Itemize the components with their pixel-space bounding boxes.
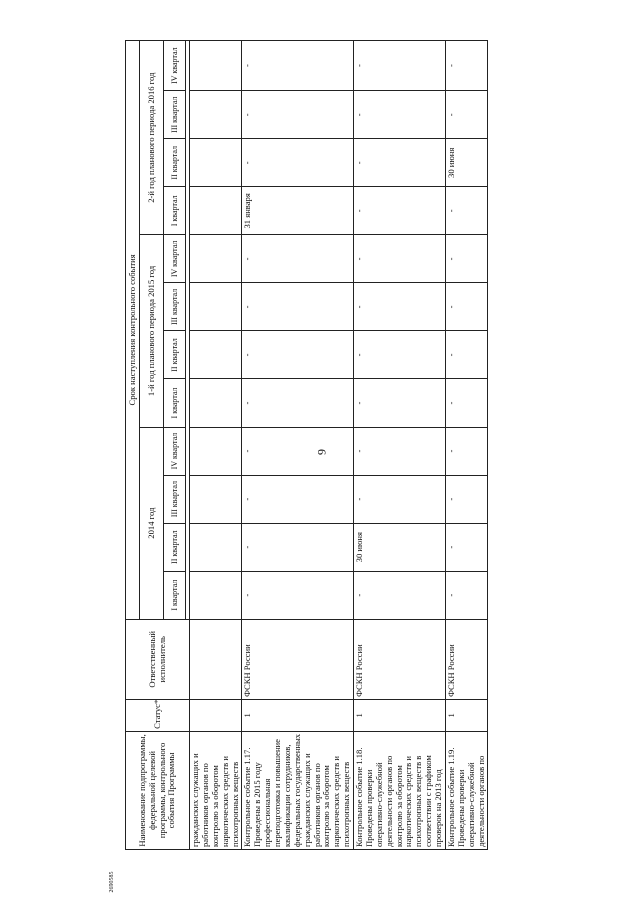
quarter-cell: - (354, 331, 446, 379)
quarter-cell (190, 41, 242, 91)
quarter-header: III квартал (164, 91, 186, 139)
executor-cell: ФСКН России (354, 619, 446, 699)
table-body (190, 41, 488, 850)
control-events-table (125, 40, 488, 850)
header-year-2015: 1-й год планового периода 2015 год (140, 235, 164, 427)
page-number: 9 (314, 449, 329, 455)
event-name-cell: Контрольное событие 1.19. Проведены проверки оперативно-служебной деятельности органов по (445, 731, 488, 849)
quarter-cell: - (242, 427, 354, 475)
quarter-header: I квартал (164, 571, 186, 619)
header-executor: Ответственный исполнитель (126, 619, 190, 699)
quarter-cell: - (445, 379, 488, 427)
table-row (242, 41, 354, 850)
quarter-cell: - (354, 235, 446, 283)
quarter-cell (190, 283, 242, 331)
header-year-2016: 2-й год планового периода 2016 год (140, 41, 164, 235)
event-name-cell: гражданских служащих и работников органов по контролю за оборотом наркотических средств и психотропных веществ (190, 731, 242, 849)
quarter-header: II квартал (164, 331, 186, 379)
executor-cell: ФСКН России (445, 619, 488, 699)
table-row (445, 41, 488, 850)
quarter-header: IV квартал (164, 41, 186, 91)
quarter-cell: - (354, 379, 446, 427)
quarter-cell (190, 571, 242, 619)
quarter-cell (190, 475, 242, 523)
quarter-cell: - (445, 427, 488, 475)
quarter-header: III квартал (164, 475, 186, 523)
event-name-cell: Контрольное событие 1.18. Проведены проверки оперативно-служебной деятельности органов по контролю за оборотом наркотических средств и психотропных веществ в соответствии с графиком проверок на 2013 год (354, 731, 446, 849)
quarter-header: II квартал (164, 139, 186, 187)
quarter-cell (190, 379, 242, 427)
quarter-cell (190, 523, 242, 571)
quarter-cell: - (354, 41, 446, 91)
quarter-cell: - (445, 187, 488, 235)
quarter-header: IV квартал (164, 427, 186, 475)
quarter-cell: - (354, 427, 446, 475)
quarter-cell: - (242, 41, 354, 91)
document-code: 2690585 (109, 871, 115, 893)
quarter-header: III квартал (164, 283, 186, 331)
quarter-cell: - (354, 571, 446, 619)
header-year-2014: 2014 год (140, 427, 164, 619)
status-cell: 1 (445, 699, 488, 731)
quarter-header: I квартал (164, 187, 186, 235)
quarter-cell: - (354, 187, 446, 235)
quarter-cell (190, 139, 242, 187)
header-deadline: Срок наступления контрольного события (126, 41, 140, 620)
quarter-cell: - (242, 91, 354, 139)
quarter-cell: - (445, 571, 488, 619)
event-name-cell: Контрольное событие 1.17. Проведены в 2015 году профессиональная переподготовка и повышение квалификации сотрудников, федеральных государственных гражданских служащих и работников органов по контролю за оборотом наркотических средств и психотропных веществ (242, 731, 354, 849)
quarter-cell (190, 235, 242, 283)
table-row (354, 41, 446, 850)
quarter-cell: - (242, 331, 354, 379)
quarter-cell (190, 187, 242, 235)
executor-cell (190, 619, 242, 699)
quarter-cell: - (242, 523, 354, 571)
quarter-cell: - (354, 91, 446, 139)
status-cell: 1 (354, 699, 446, 731)
status-cell (190, 699, 242, 731)
quarter-cell (190, 331, 242, 379)
quarter-cell: - (242, 571, 354, 619)
quarter-cell: - (445, 91, 488, 139)
rotated-table-wrapper (125, 40, 635, 850)
quarter-cell: - (445, 41, 488, 91)
quarter-cell: 30 июня (354, 523, 446, 571)
quarter-cell: - (445, 331, 488, 379)
quarter-cell: - (242, 283, 354, 331)
status-cell: 1 (242, 699, 354, 731)
quarter-cell: - (445, 283, 488, 331)
quarter-cell: - (445, 475, 488, 523)
header-name: Наименование подпрограммы, федеральной целевой программы, контрольного события Программы (126, 731, 190, 849)
quarter-cell: - (354, 139, 446, 187)
quarter-cell: - (354, 475, 446, 523)
quarter-header: II квартал (164, 523, 186, 571)
quarter-cell: - (354, 283, 446, 331)
executor-cell: ФСКН России (242, 619, 354, 699)
quarter-cell: - (242, 139, 354, 187)
quarter-header: I квартал (164, 379, 186, 427)
quarter-cell: - (242, 475, 354, 523)
quarter-cell (190, 427, 242, 475)
quarter-cell: - (242, 379, 354, 427)
header-status: Статус* (126, 699, 190, 731)
quarter-header: IV квартал (164, 235, 186, 283)
table-row (190, 41, 242, 850)
quarter-cell: 31 января (242, 187, 354, 235)
quarter-cell: - (445, 523, 488, 571)
quarter-cell: - (242, 235, 354, 283)
quarter-cell: - (445, 235, 488, 283)
quarter-cell (190, 91, 242, 139)
quarter-cell: 30 июня (445, 139, 488, 187)
